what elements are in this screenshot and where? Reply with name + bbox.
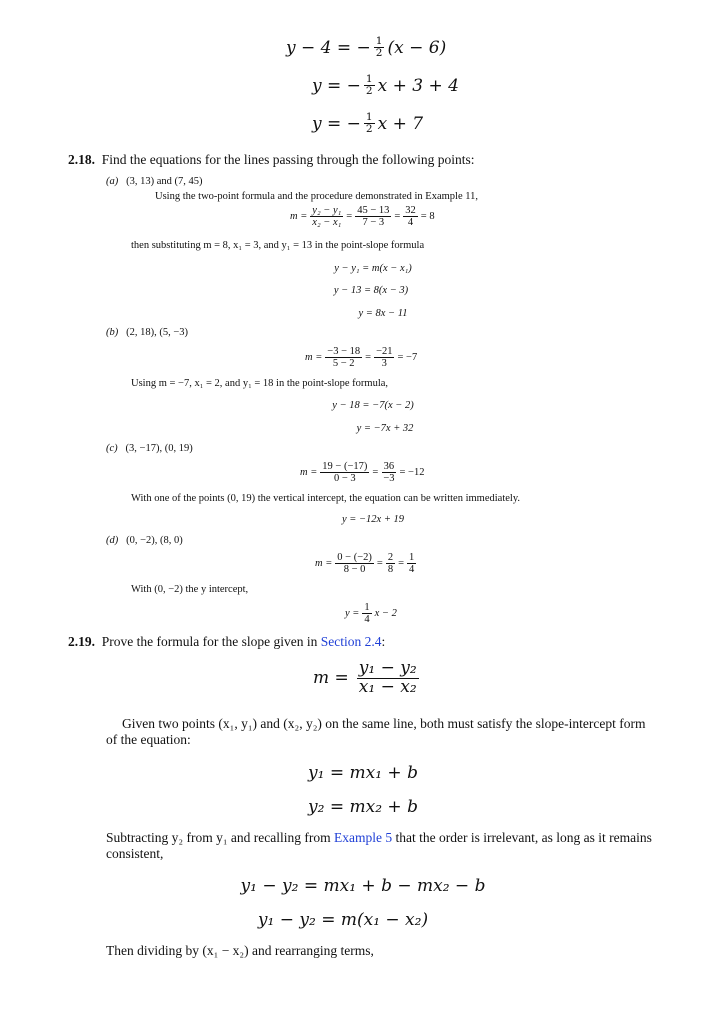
paragraph-subtracting: Subtracting y₂ from y₁ and recalling from Example 5 that the order is irrelevant, as long as it remains consistent, — [106, 830, 652, 861]
proof-eq-1: y₁ = mx₁ + b — [308, 763, 418, 783]
part-b-eq-2: y = −7x + 32 — [356, 423, 414, 434]
part-d-note: With (0, −2) the y intercept, — [131, 584, 249, 595]
part-a-eq-2: y − 13 = 8(x − 3) — [333, 285, 409, 296]
section-2-4-link[interactable]: Section 2.4 — [320, 634, 382, 649]
part-d-slope-equation: m = $\frac{0 - (-2)}{8 - 0}$ = $\frac{2}{8}$ = $\frac{1}{4}$ — [315, 552, 415, 576]
proof-eq-2: y₂ = mx₂ + b — [308, 797, 418, 817]
part-b-using: Using m = −7, x₁ = 2, and y₁ = 18 in the point-slope formula, — [131, 378, 389, 389]
part-c-header: (c) (3, −17), (0, 19) — [106, 443, 193, 454]
part-b-header: (b) (2, 18), (5, −3) — [106, 327, 189, 338]
part-a-eq-1: y − y₁ = m(x − x₁) — [334, 263, 412, 274]
paragraph-dividing: Then dividing by (x₁ − x₂) and rearranging terms, — [106, 943, 374, 958]
part-d-eq-1: y = $\frac{1}{4}$ x − 2 — [345, 602, 397, 626]
part-a-substitution: then substituting m = 8, x₁ = 3, and y₁ = 13 in the point-slope formula — [131, 240, 425, 251]
part-a-intro: Using the two-point formula and the procedure demonstrated in Example 11, — [155, 191, 478, 202]
proof-eq-3: y₁ − y₂ = mx₁ + b − mx₂ − b — [240, 876, 486, 896]
fraction-half: $\frac{1}{2}$ — [365, 73, 373, 98]
paragraph-given-two-points: Given two points (x₁, y₁) and (x₂, y₂) on the same line, both must satisfy the slope-intercept form of the equation: — [106, 716, 646, 747]
part-c-slope-equation: m = $\frac{19 - (-17)}{0 - 3}$ = $\frac{36}{-3}$ = −12 — [300, 461, 425, 485]
part-a-eq-3: y = 8x − 11 — [358, 308, 408, 319]
fraction-half: $\frac{1}{2}$ — [375, 35, 383, 60]
top-equation-2: y = − $\frac{1}{2}$ x + 3 + 4 — [312, 73, 459, 98]
proof-eq-4: y₁ − y₂ = m(x₁ − x₂) — [257, 910, 429, 930]
part-a-header: (a) (3, 13) and (7, 45) — [106, 176, 203, 187]
part-d-header: (d) (0, −2), (8, 0) — [106, 535, 183, 546]
part-b-slope-equation: m = $\frac{-3 - 18}{5 - 2}$ = $\frac{-21}{3}$ = −7 — [305, 346, 418, 370]
problem-2-18-heading: 2.18. Find the equations for the lines passing through the following points: — [68, 152, 475, 167]
fraction-half: $\frac{1}{2}$ — [365, 111, 373, 136]
part-a-slope-equation: m = $\frac{\text{y₂ − y₁}}{\text{x₂ − x₁}}$ = $\frac{45 - 13}{7 - 3}$ = $\frac{32}{4}$ = 8 — [290, 205, 435, 229]
example-5-link[interactable]: Example 5 — [333, 830, 393, 845]
problem-2-19-heading: 2.19. Prove the formula for the slope given in Section 2.4: — [68, 634, 386, 649]
top-equation-1: y − 4 = − $\frac{1}{2}$ (x − 6) — [286, 35, 447, 60]
part-b-eq-1: y − 18 = −7(x − 2) — [332, 400, 414, 411]
part-c-note: With one of the points (0, 19) the vertical intercept, the equation can be written immediately. — [131, 493, 521, 504]
slope-formula: m = $\frac{\text{y₁ − y₂}}{\text{x₁ − x₂}}$ — [313, 658, 417, 697]
top-equation-3: y = − $\frac{1}{2}$ x + 7 — [312, 111, 424, 136]
part-c-eq-1: y = −12x + 19 — [341, 514, 405, 525]
